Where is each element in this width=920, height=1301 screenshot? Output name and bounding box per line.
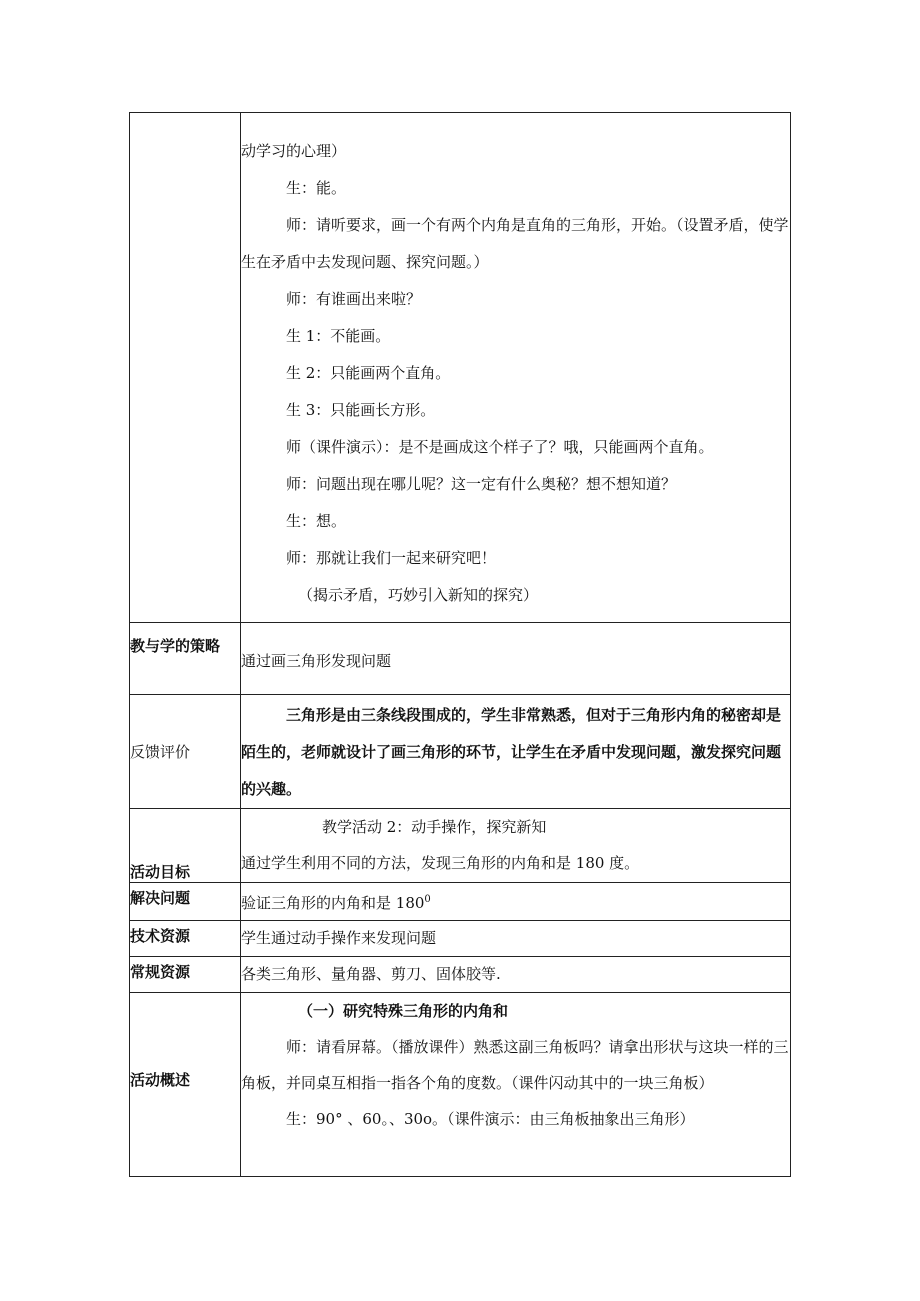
lesson-plan-table [129,112,791,1177]
dialogue-line: 师：请听要求，画一个有两个内角是直角的三角形，开始。（设置矛盾，使学生在矛盾中去发现问题、探究问题。） [241,216,789,271]
degree-superscript: 0 [424,894,431,905]
goal-cell [241,809,791,883]
dialogue-line: 生 3：只能画长方形。 [286,401,436,419]
dialogue-line: 师：问题出现在哪儿呢？这一定有什么奥秘？想不想知道？ [286,475,677,493]
table-row [130,113,791,623]
problem-text: 验证三角形的内角和是 180 [241,894,425,912]
tech-cell [241,921,791,957]
row-label-feedback: 反馈评价 [130,695,241,809]
overview-paragraph: 生：90° 、60。、30o。（课件演示：由三角板抽象出三角形） [286,1110,695,1128]
regular-text: 各类三角形、量角器、剪刀、固体胶等. [241,965,501,983]
dialogue-line: 师（课件演示）：是不是画成这个样子了？哦，只能画两个直角。 [286,438,714,456]
activity-heading: 教学活动 2：动手操作，探究新知 [322,818,547,836]
problem-cell [241,883,791,921]
row-label-empty [130,113,241,623]
overview-paragraph: 师：请看屏幕。（播放课件）熟悉这副三角板吗？请拿出形状与这块一样的三角板，并同桌互相指一指各个角的度数。（课件闪动其中的一块三角板） [241,1038,789,1092]
feedback-cell [241,695,791,809]
row-label-problem: 解决问题 [130,883,241,921]
dialogue-line: 生 1：不能画。 [286,327,391,345]
regular-cell [241,957,791,993]
row-label-overview: 活动概述 [130,993,241,1177]
feedback-text: 三角形是由三条线段围成的，学生非常熟悉，但对于三角形内角的秘密却是陌生的，老师就设计了画三角形的环节，让学生在矛盾中发现问题，激发探究问题的兴趣。 [241,706,782,798]
table-row [130,957,791,993]
row-label-regular: 常规资源 [130,957,241,993]
dialogue-cell [241,113,791,623]
table-row [130,993,791,1177]
table-row [130,883,791,921]
dialogue-note: （揭示矛盾，巧妙引入新知的探究） [298,586,539,604]
dialogue-line: 动学习的心理） [241,142,347,160]
table-row [130,809,791,883]
dialogue-line: 师：有谁画出来啦？ [286,290,422,308]
overview-heading: （一）研究特殊三角形的内角和 [298,1002,509,1020]
tech-text: 学生通过动手操作来发现问题 [241,929,437,947]
dialogue-line: 生：想。 [286,512,347,530]
strategy-cell [241,623,791,695]
row-label-strategy: 教与学的策略 [130,623,241,695]
dialogue-line: 生：能。 [286,179,347,197]
row-label-tech: 技术资源 [130,921,241,957]
table-row [130,695,791,809]
dialogue-line: 师：那就让我们一起来研究吧！ [286,549,497,567]
table-row [130,623,791,695]
table-row [130,921,791,957]
overview-cell [241,993,791,1177]
dialogue-line: 生 2：只能画两个直角。 [286,364,451,382]
goal-text: 通过学生利用不同的方法，发现三角形的内角和是 180 度。 [241,854,640,872]
row-label-goal: 活动目标 [130,809,241,883]
strategy-text: 通过画三角形发现问题 [241,652,392,670]
